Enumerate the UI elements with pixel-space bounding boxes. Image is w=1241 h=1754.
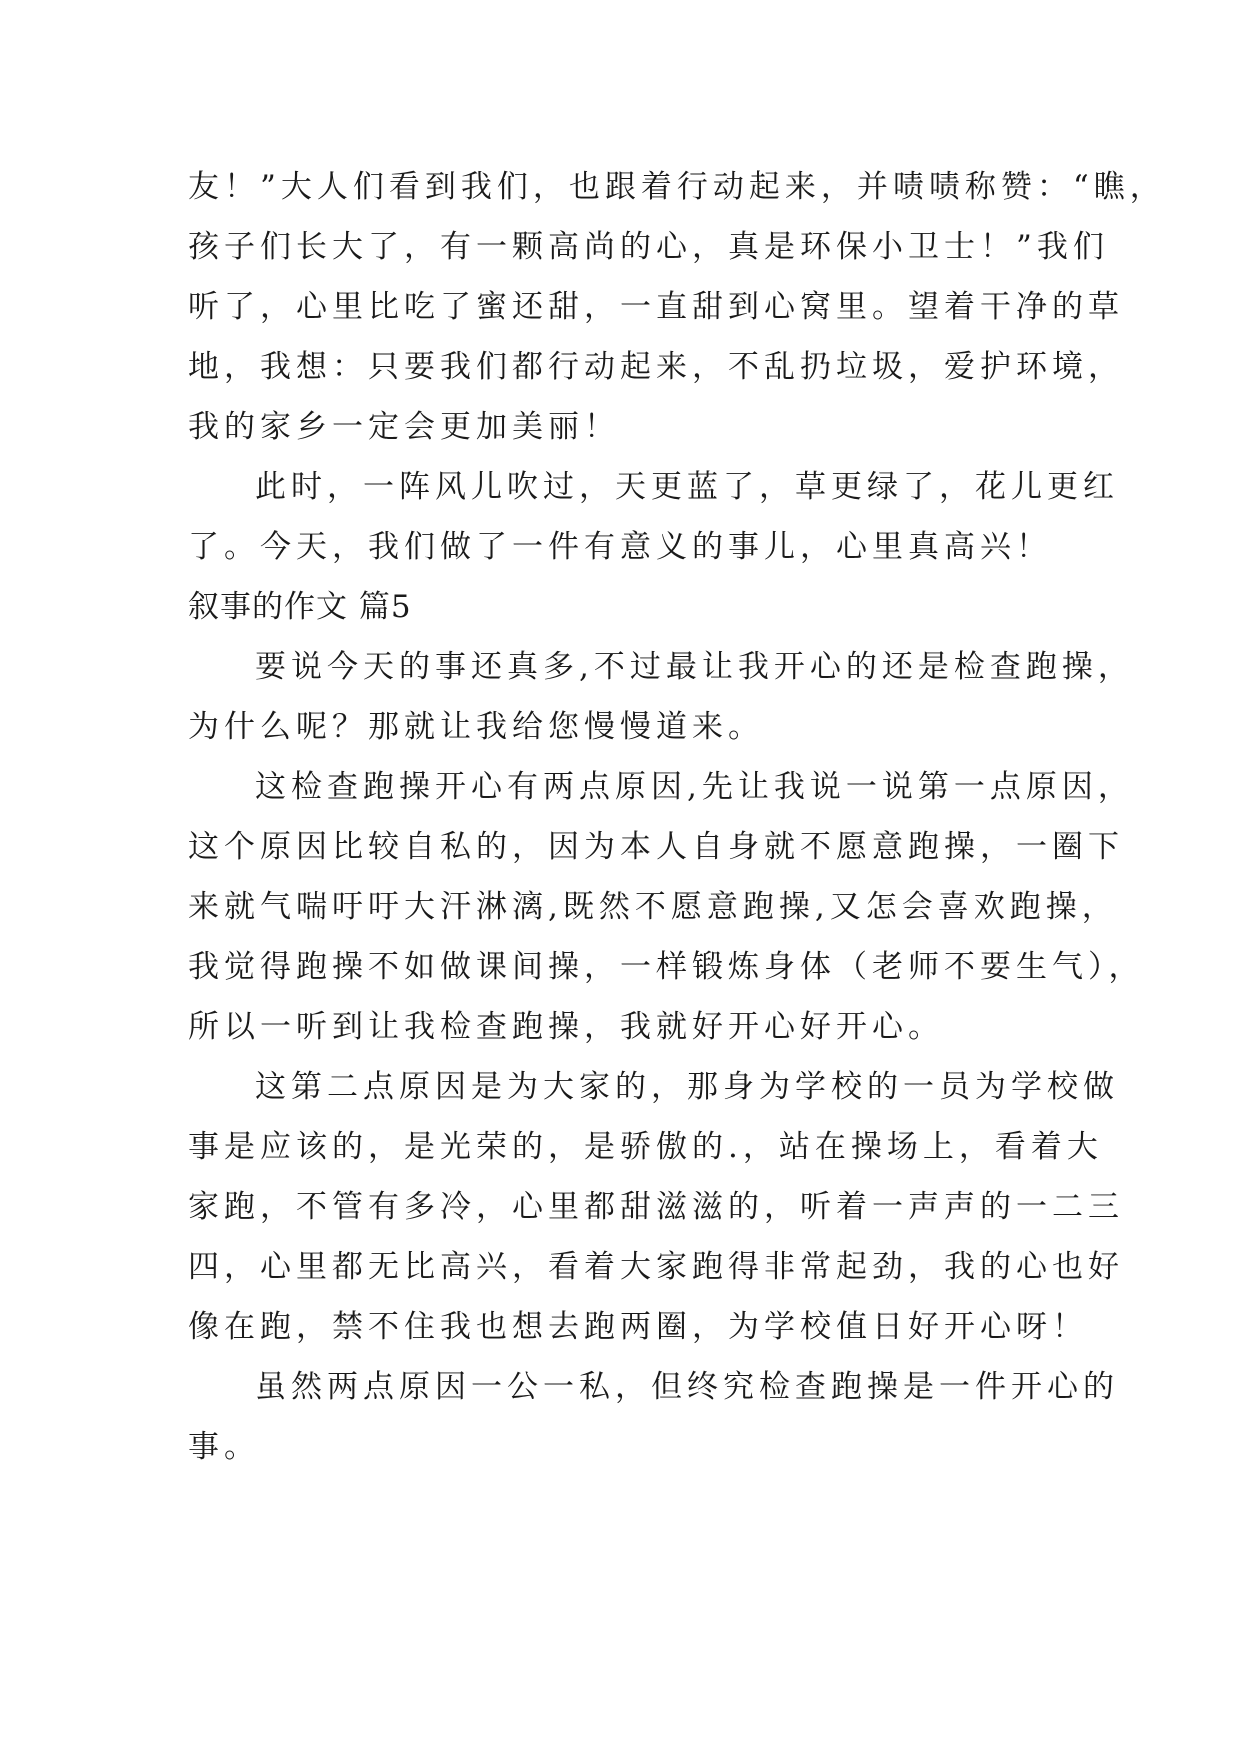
text-line: 为什么呢？那就让我给您慢慢道来。	[188, 709, 764, 745]
text-line: 四，心里都无比高兴，看着大家跑得非常起劲，我的心也好	[188, 1249, 1124, 1285]
section-heading: 叙事的作文 篇5	[188, 589, 412, 625]
text-line: 听了，心里比吃了蜜还甜，一直甜到心窝里。望着干净的草	[188, 289, 1124, 325]
text-line: 我的家乡一定会更加美丽！	[188, 409, 620, 445]
text-line: 来就气喘吁吁大汗淋漓,既然不愿意跑操,又怎会喜欢跑操，	[188, 889, 1118, 925]
paragraph-start-line: 虽然两点原因一公一私，但终究检查跑操是一件开心的	[255, 1369, 1119, 1405]
text-line: 所以一听到让我检查跑操，我就好开心好开心。	[188, 1009, 944, 1045]
text-line: 了。今天，我们做了一件有意义的事儿，心里真高兴！	[188, 529, 1052, 565]
text-line: 像在跑，禁不住我也想去跑两圈，为学校值日好开心呀！	[188, 1309, 1088, 1345]
text-line: 我觉得跑操不如做课间操，一样锻炼身体（老师不要生气），	[188, 949, 1145, 985]
text-line: 家跑，不管有多冷，心里都甜滋滋的，听着一声声的一二三	[188, 1189, 1124, 1225]
paragraph-start-line: 这检查跑操开心有两点原因,先让我说一说第一点原因，	[255, 769, 1134, 805]
text-line: 孩子们长大了，有一颗高尚的心，真是环保小卫士！”我们	[188, 229, 1109, 265]
paragraph-start-line: 这第二点原因是为大家的，那身为学校的一员为学校做	[255, 1069, 1119, 1105]
paragraph-start-line: 此时，一阵风儿吹过，天更蓝了，草更绿了，花儿更红	[255, 469, 1119, 505]
text-line: 地，我想：只要我们都行动起来，不乱扔垃圾，爱护环境，	[188, 349, 1124, 385]
text-line: 事。	[188, 1429, 260, 1465]
paragraph-start-line: 要说今天的事还真多,不过最让我开心的还是检查跑操，	[255, 649, 1134, 685]
text-line: 友！”大人们看到我们，也跟着行动起来，并啧啧称赞：“瞧，	[188, 169, 1166, 205]
text-line: 事是应该的，是光荣的，是骄傲的.，站在操场上，看着大	[188, 1129, 1103, 1165]
text-line: 这个原因比较自私的，因为本人自身就不愿意跑操，一圈下	[188, 829, 1124, 865]
